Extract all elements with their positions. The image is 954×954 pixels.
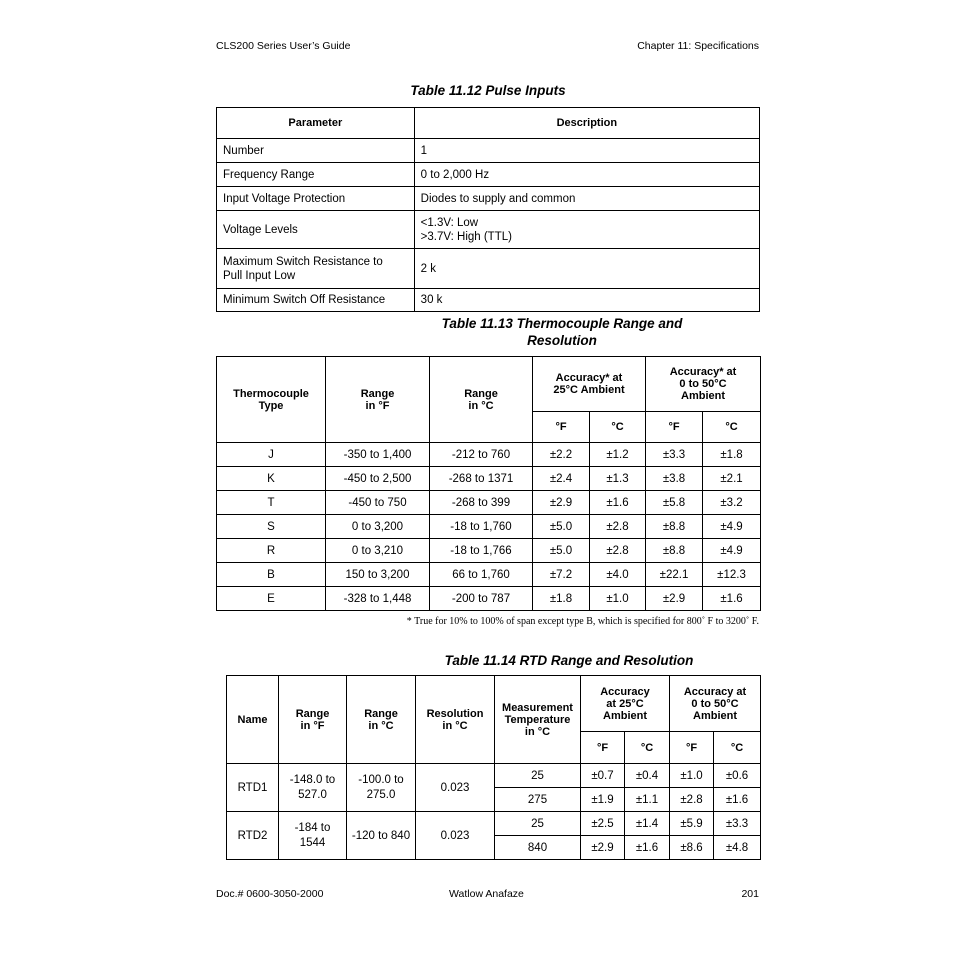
column-header: °C [703, 412, 761, 443]
column-header: Accuracy at 0 to 50°C Ambient [670, 676, 761, 732]
table-cell: 0 to 3,200 [326, 515, 430, 539]
table-cell: 840 [495, 836, 581, 860]
table-cell: 25 [495, 812, 581, 836]
parameter-cell: Voltage Levels [217, 211, 415, 249]
description-cell: 2 k [414, 249, 759, 289]
table-cell: ±4.9 [703, 539, 761, 563]
table-cell: K [217, 467, 326, 491]
column-header: Description [414, 108, 759, 139]
table-cell: ±0.7 [581, 764, 625, 788]
parameter-cell: Number [217, 139, 415, 163]
table-cell: E [217, 587, 326, 611]
footer-doc-number: Doc.# 0600-3050-2000 [216, 888, 324, 900]
table-cell: ±22.1 [646, 563, 703, 587]
column-header: Accuracy at 25°C Ambient [581, 676, 670, 732]
table-cell: T [217, 491, 326, 515]
caption-line: Resolution [527, 333, 597, 348]
table-cell: 0.023 [416, 812, 495, 860]
table-cell: ±7.2 [533, 563, 590, 587]
column-header: °C [714, 732, 761, 764]
caption-line: Table 11.13 Thermocouple Range and [441, 316, 683, 331]
thermocouple-table [216, 356, 761, 611]
rtd-header-row [227, 676, 761, 732]
table-cell: S [217, 515, 326, 539]
column-header: Measurement Temperature in °C [495, 676, 581, 764]
table-cell: ±1.6 [703, 587, 761, 611]
table-cell: ±1.8 [533, 587, 590, 611]
description-cell: <1.3V: Low >3.7V: High (TTL) [414, 211, 759, 249]
thermocouple-footnote: * True for 10% to 100% of span except type B, which is specified for 800˚ F to 3200˚ F. [406, 616, 759, 627]
column-header: °F [670, 732, 714, 764]
table-cell: ±4.8 [714, 836, 761, 860]
table-cell: -18 to 1,760 [430, 515, 533, 539]
table-row [217, 289, 760, 312]
table-cell: ±1.6 [625, 836, 670, 860]
column-header: °F [646, 412, 703, 443]
column-header: Accuracy* at 0 to 50°C Ambient [646, 357, 761, 412]
table-row [217, 539, 761, 563]
table-cell: ±2.8 [670, 788, 714, 812]
description-cell: Diodes to supply and common [414, 187, 759, 211]
table-cell: ±1.2 [590, 443, 646, 467]
thermo-header-row [217, 357, 761, 412]
table-cell: -268 to 399 [430, 491, 533, 515]
table-cell: ±1.1 [625, 788, 670, 812]
table-cell: -18 to 1,766 [430, 539, 533, 563]
column-header: °F [581, 732, 625, 764]
table-cell: ±2.1 [703, 467, 761, 491]
table-cell: ±4.9 [703, 515, 761, 539]
table-cell: -184 to 1544 [279, 812, 347, 860]
rtd-table [226, 675, 761, 860]
rtd-name-cell: RTD2 [227, 812, 279, 860]
column-header: Range in °C [347, 676, 416, 764]
table-cell: ±1.0 [590, 587, 646, 611]
table-cell: ±12.3 [703, 563, 761, 587]
table-row [217, 211, 760, 249]
table-cell: ±2.9 [581, 836, 625, 860]
table-cell: ±1.6 [590, 491, 646, 515]
parameter-cell: Input Voltage Protection [217, 187, 415, 211]
table-cell: ±3.8 [646, 467, 703, 491]
column-header: Parameter [217, 108, 415, 139]
table-cell: -212 to 760 [430, 443, 533, 467]
column-header: Name [227, 676, 279, 764]
table-cell: -200 to 787 [430, 587, 533, 611]
table-cell: ±1.6 [714, 788, 761, 812]
parameter-cell: Minimum Switch Off Resistance [217, 289, 415, 312]
table-cell: ±3.2 [703, 491, 761, 515]
rtd-name-cell: RTD1 [227, 764, 279, 812]
table-cell: ±2.5 [581, 812, 625, 836]
table-cell: ±1.9 [581, 788, 625, 812]
column-header: Range in °C [430, 357, 533, 443]
table-cell: -350 to 1,400 [326, 443, 430, 467]
parameter-cell: Frequency Range [217, 163, 415, 187]
table-row [217, 249, 760, 289]
parameter-cell: Maximum Switch Resistance to Pull Input Low [217, 249, 415, 289]
table-cell: ±1.0 [670, 764, 714, 788]
table-cell: R [217, 539, 326, 563]
table-cell: -100.0 to 275.0 [347, 764, 416, 812]
column-header: Resolution in °C [416, 676, 495, 764]
table-cell: ±2.4 [533, 467, 590, 491]
table-row [217, 491, 761, 515]
header-left: CLS200 Series User’s Guide [216, 40, 351, 52]
column-header: Thermocouple Type [217, 357, 326, 443]
table-cell: ±1.4 [625, 812, 670, 836]
table-cell: B [217, 563, 326, 587]
table-cell: -268 to 1371 [430, 467, 533, 491]
pulse-inputs-table [216, 107, 760, 312]
table-cell: ±2.9 [533, 491, 590, 515]
table-cell: ±5.9 [670, 812, 714, 836]
column-header: Range in °F [279, 676, 347, 764]
pulse-header-row [217, 108, 760, 139]
table-row [217, 139, 760, 163]
table-row [217, 163, 760, 187]
thermocouple-table-caption [386, 315, 738, 349]
table-cell: ±2.8 [590, 539, 646, 563]
description-cell: 30 k [414, 289, 759, 312]
table-cell: ±1.8 [703, 443, 761, 467]
table-cell: ±8.6 [670, 836, 714, 860]
table-cell: -450 to 2,500 [326, 467, 430, 491]
table-cell: ±5.0 [533, 515, 590, 539]
table-cell: -120 to 840 [347, 812, 416, 860]
column-header: Accuracy* at 25°C Ambient [533, 357, 646, 412]
footer-company: Watlow Anafaze [449, 888, 524, 900]
table-cell: 0 to 3,210 [326, 539, 430, 563]
table-cell: ±0.4 [625, 764, 670, 788]
column-header: °F [533, 412, 590, 443]
table-cell: ±3.3 [646, 443, 703, 467]
table-row [217, 187, 760, 211]
table-row [217, 563, 761, 587]
column-header: Range in °F [326, 357, 430, 443]
column-header: °C [590, 412, 646, 443]
table-cell: 66 to 1,760 [430, 563, 533, 587]
header-right: Chapter 11: Specifications [637, 40, 759, 52]
table-cell: -148.0 to 527.0 [279, 764, 347, 812]
table-cell: -450 to 750 [326, 491, 430, 515]
table-row [217, 515, 761, 539]
table-cell: ±0.6 [714, 764, 761, 788]
table-cell: ±5.8 [646, 491, 703, 515]
column-header: °C [625, 732, 670, 764]
description-cell: 1 [414, 139, 759, 163]
table-cell: ±3.3 [714, 812, 761, 836]
table-cell: 0.023 [416, 764, 495, 812]
table-cell: J [217, 443, 326, 467]
table-row [217, 587, 761, 611]
table-cell: ±2.8 [590, 515, 646, 539]
table-row [217, 467, 761, 491]
table-cell: 275 [495, 788, 581, 812]
table-cell: 25 [495, 764, 581, 788]
footer-page-number: 201 [741, 888, 759, 900]
table-cell: ±5.0 [533, 539, 590, 563]
rtd-table-caption: Table 11.14 RTD Range and Resolution [444, 653, 694, 668]
description-cell: 0 to 2,000 Hz [414, 163, 759, 187]
table-cell: ±2.9 [646, 587, 703, 611]
table-row [227, 764, 761, 788]
table-cell: ±2.2 [533, 443, 590, 467]
table-cell: -328 to 1,448 [326, 587, 430, 611]
pulse-table-caption: Table 11.12 Pulse Inputs [410, 83, 566, 98]
table-cell: ±4.0 [590, 563, 646, 587]
table-cell: ±8.8 [646, 539, 703, 563]
table-cell: ±8.8 [646, 515, 703, 539]
table-cell: ±1.3 [590, 467, 646, 491]
table-row [227, 812, 761, 836]
table-row [217, 443, 761, 467]
table-cell: 150 to 3,200 [326, 563, 430, 587]
